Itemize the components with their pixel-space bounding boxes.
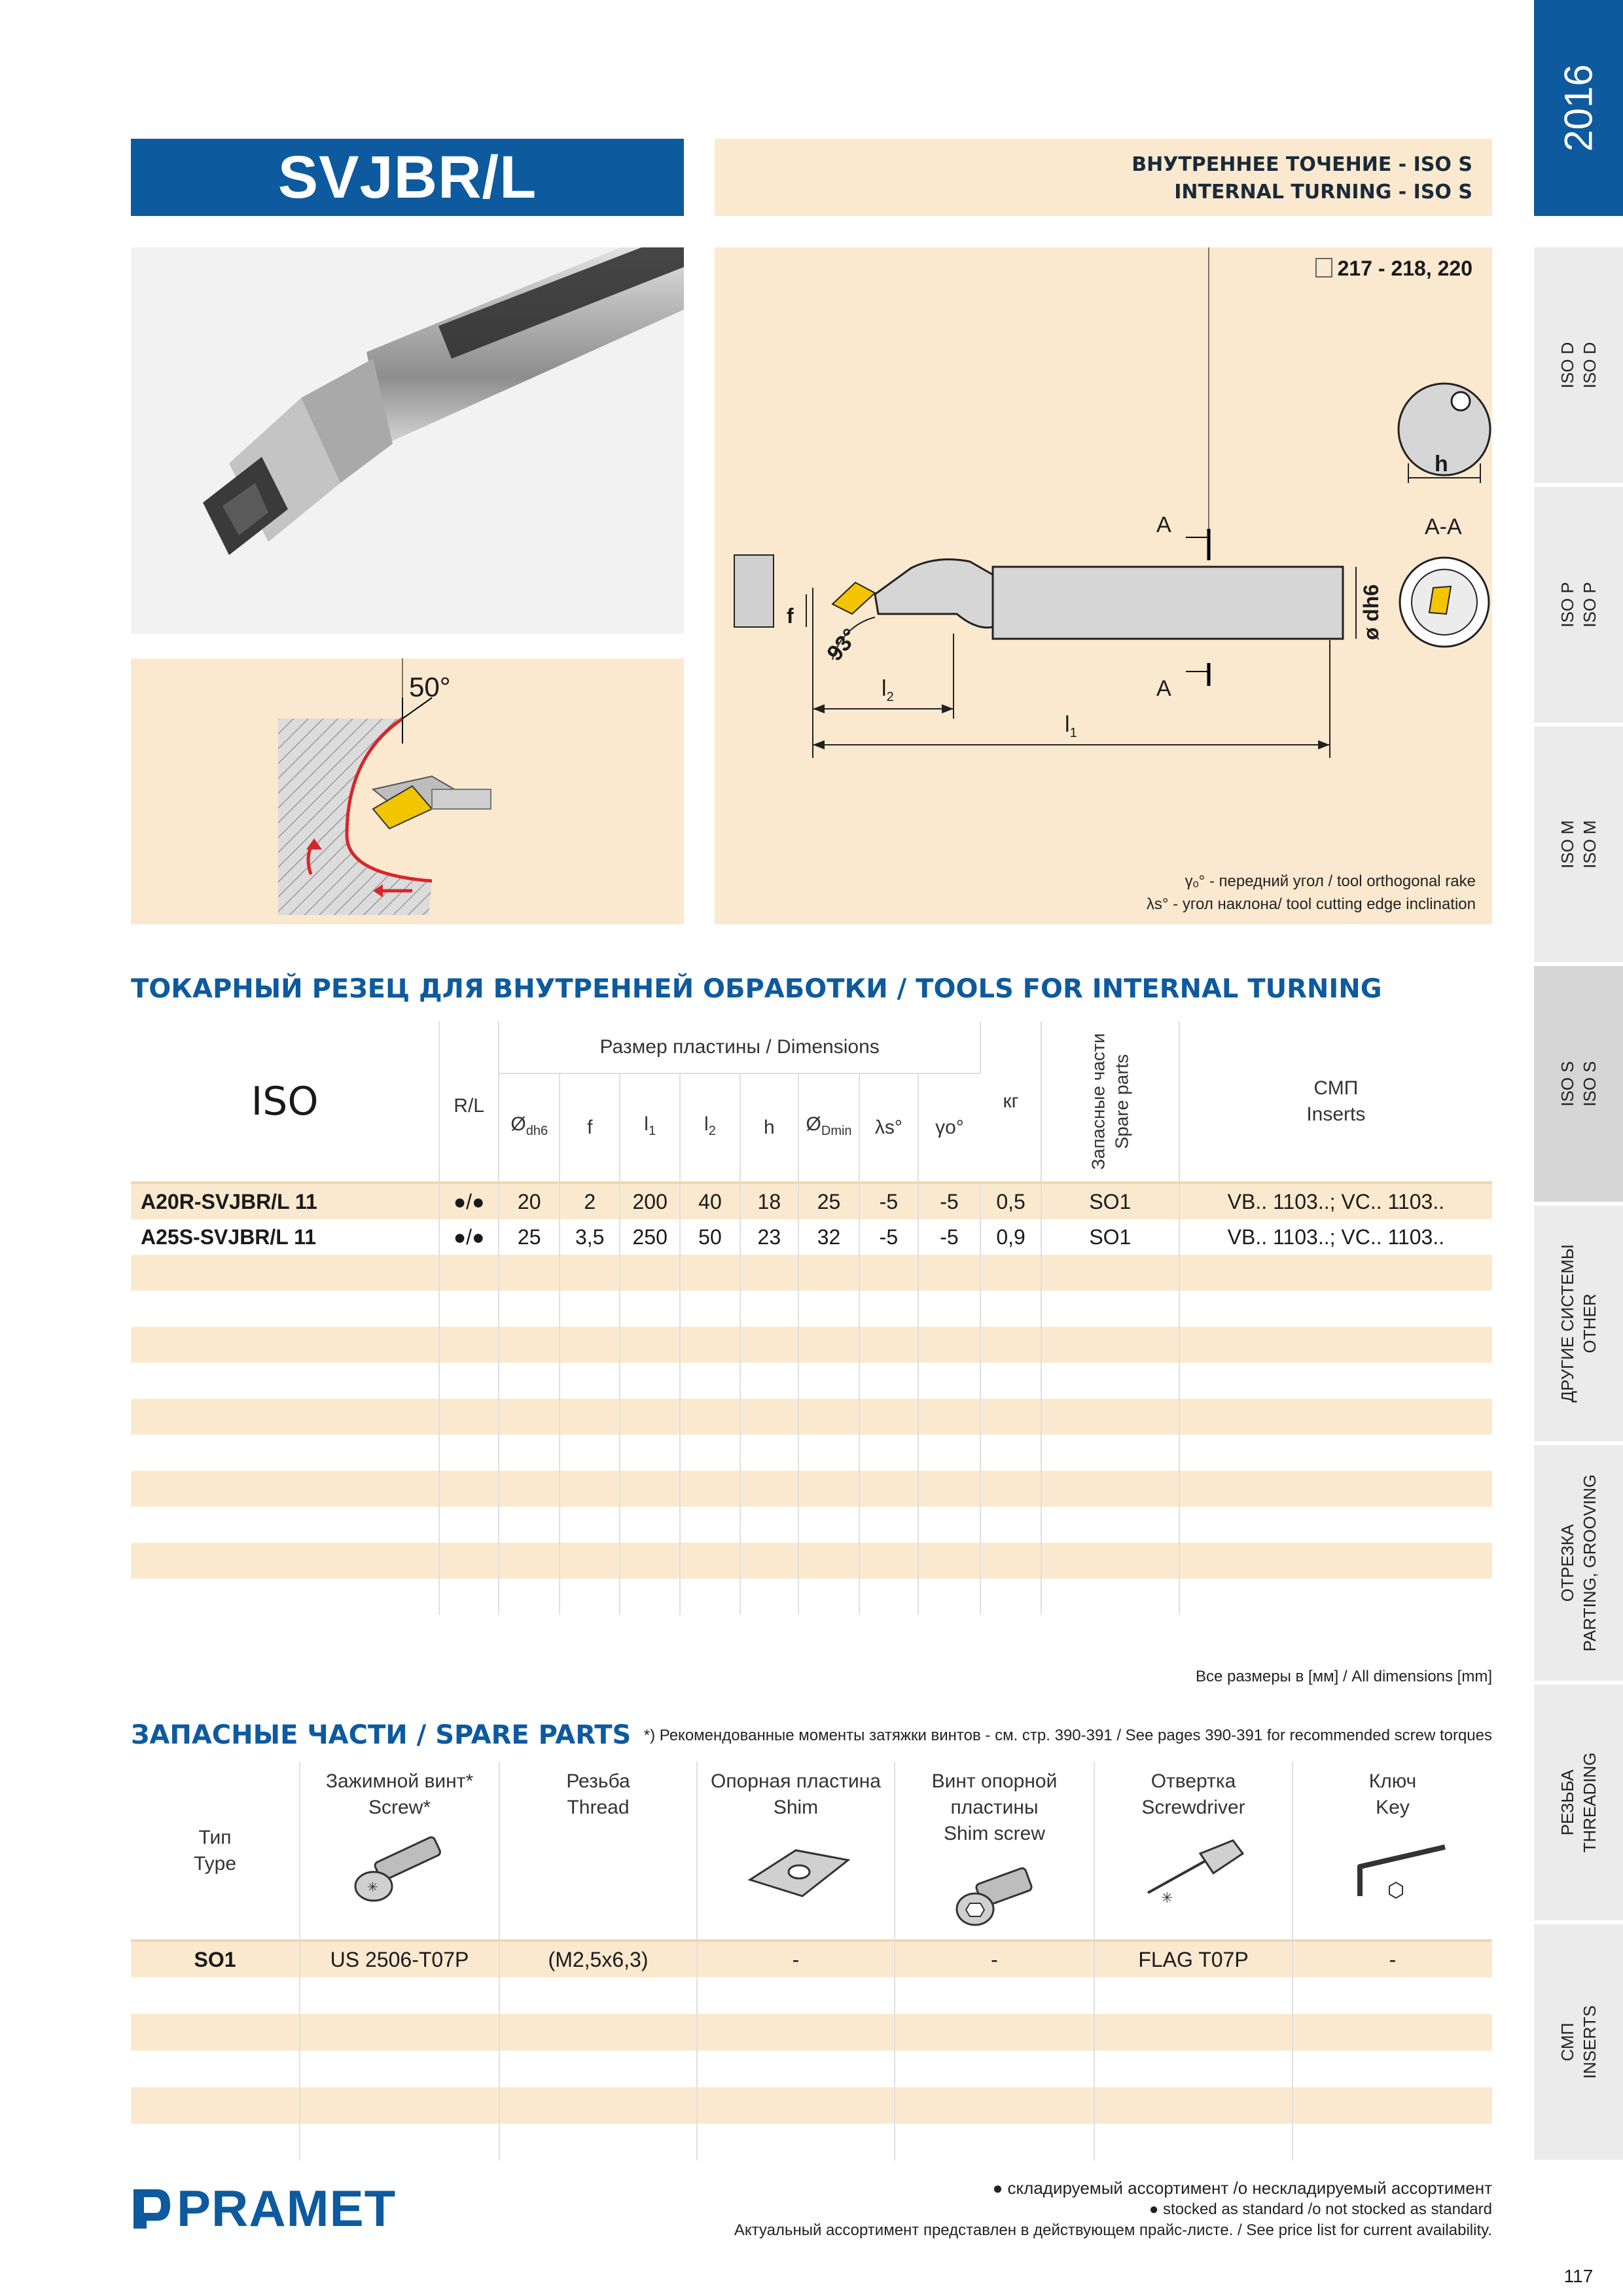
tab-other[interactable] <box>1534 1206 1623 1441</box>
lambda-value: -5 <box>859 1184 918 1219</box>
empty-row <box>131 2014 1492 2051</box>
col-l2-sub: 2 <box>708 1124 716 1138</box>
tab-label: INSERTS <box>1580 2005 1599 2079</box>
col-f: f <box>560 1073 620 1181</box>
gamma-value: -5 <box>918 1219 980 1255</box>
empty-row <box>131 2087 1492 2124</box>
col-h: h <box>740 1073 798 1181</box>
inserts-ru: СМП <box>1313 1077 1359 1099</box>
h-value: 18 <box>740 1184 798 1219</box>
empty-row <box>131 1507 1492 1543</box>
dmin-value: 25 <box>798 1184 859 1219</box>
tab-iso-m[interactable] <box>1534 726 1623 962</box>
cut-angle-label: 50° <box>409 672 451 702</box>
inserts-value: VB.. 1103..; VC.. 1103.. <box>1227 1225 1445 1249</box>
tab-label: СМП <box>1558 2022 1577 2062</box>
svg-text:✳: ✳ <box>366 1880 378 1895</box>
l2-value: 40 <box>680 1184 740 1219</box>
shim-screw-icon <box>949 1860 1041 1932</box>
tab-label: ДРУГИЕ СИСТЕМЫ <box>1558 1244 1577 1403</box>
tab-inserts[interactable] <box>1534 1924 1623 2160</box>
tab-label: ISO M <box>1580 820 1599 869</box>
type-en: Type <box>193 1852 237 1874</box>
empty-row <box>131 1977 1492 2014</box>
shim-en: Shim <box>773 1797 819 1818</box>
spare-value: SO1 <box>1041 1184 1179 1219</box>
weight-value: 0,9 <box>980 1219 1041 1255</box>
iso-header-text: ISO <box>251 1078 319 1124</box>
col-dmin-text: Ø <box>806 1113 821 1135</box>
inserts-en: Inserts <box>1306 1103 1366 1125</box>
iso-code: A25S-SVJBR/L 11 <box>131 1219 439 1255</box>
screwdriver-header <box>1094 1762 1293 1939</box>
l1-label <box>1065 712 1077 741</box>
shim-screw-header <box>895 1762 1094 1939</box>
empty-row <box>131 1291 1492 1327</box>
d-value: 20 <box>499 1184 560 1219</box>
spare-en: Spare parts <box>1111 1054 1132 1149</box>
empty-row <box>131 1399 1492 1435</box>
inserts-header <box>1179 1021 1492 1181</box>
tab-label: ISO S <box>1558 1061 1577 1107</box>
h-value: 23 <box>740 1219 798 1255</box>
page-number: 117 <box>1563 2266 1594 2286</box>
section-a-top: A <box>1156 512 1171 537</box>
spare-parts-header <box>1041 1021 1179 1181</box>
shim-icon <box>737 1834 855 1906</box>
tools-section-title: ТОКАРНЫЙ РЕЗЕЦ ДЛЯ ВНУТРЕННЕЙ ОБРАБОТКИ / TOOLS FOR INTERNAL TURNING <box>131 974 1382 1004</box>
dmin-value: 32 <box>798 1219 859 1255</box>
tab-label: PARTING, GROOVING <box>1580 1474 1599 1652</box>
empty-row <box>131 1543 1492 1579</box>
screwdriver-icon <box>1135 1834 1253 1906</box>
rl-value: ●/● <box>439 1184 499 1219</box>
l2-text: l <box>882 676 887 701</box>
l2-value: 50 <box>680 1219 740 1255</box>
col-l2-text: l <box>704 1113 709 1135</box>
empty-row <box>131 2124 1492 2161</box>
spare-value: SO1 <box>1041 1219 1179 1255</box>
shim-screw-ru: Винт опорной пластины <box>931 1770 1058 1818</box>
shim-screw-value: - <box>895 1942 1094 1977</box>
l1-value: 200 <box>620 1184 680 1219</box>
shim-header <box>697 1762 895 1939</box>
tab-threading[interactable] <box>1534 1685 1623 1920</box>
f-value: 3,5 <box>560 1219 620 1255</box>
diameter-label: ø dh6 <box>1359 584 1383 640</box>
inclination-legend: λs° - угол наклона/ tool cutting edge inclination <box>1146 895 1476 913</box>
f-label: f <box>787 604 794 628</box>
col-d <box>499 1073 560 1181</box>
key-en: Key <box>1376 1797 1410 1818</box>
section-a-bottom: A <box>1156 676 1171 701</box>
empty-row <box>131 2051 1492 2087</box>
empty-row <box>131 1435 1492 1471</box>
tab-label: THREADING <box>1580 1752 1599 1853</box>
thread-value: (M2,5x6,3) <box>499 1942 697 1977</box>
hex-key-icon <box>1334 1834 1452 1906</box>
screw-ru: Зажимной винт* <box>325 1770 474 1792</box>
category-en: INTERNAL TURNING - ISO S <box>1174 181 1472 204</box>
spare-section-title: ЗАПАСНЫЕ ЧАСТИ / SPARE PARTS <box>131 1720 632 1750</box>
category-ru: ВНУТРЕННЕЕ ТОЧЕНИЕ - ISO S <box>1132 153 1472 176</box>
tool-photo <box>131 247 684 634</box>
year-label: 2016 <box>1556 64 1601 152</box>
tab-parting[interactable] <box>1534 1445 1623 1681</box>
tab-label: OTHER <box>1580 1293 1599 1354</box>
col-gamma: γo° <box>935 1117 964 1138</box>
thread-header <box>499 1762 697 1939</box>
thread-ru: Резьба <box>566 1770 630 1792</box>
rake-legend: γₒ° - передний угол / tool orthogonal rake <box>1185 872 1476 890</box>
section-aa-label: A-A <box>1425 514 1462 539</box>
page-ref-text: 217 - 218, 220 <box>1337 257 1472 280</box>
tab-label: ISO P <box>1580 582 1599 628</box>
col-l1-text: l <box>644 1113 649 1135</box>
tab-label: ISO D <box>1580 342 1599 389</box>
screwdriver-en: Screwdriver <box>1141 1797 1245 1818</box>
product-code-banner <box>131 139 684 216</box>
col-d-text: Ø <box>510 1113 526 1135</box>
type-ru: Тип <box>198 1826 232 1848</box>
svg-text:✳: ✳ <box>1160 1890 1173 1906</box>
col-lambda: λs° <box>859 1073 918 1181</box>
tools-table <box>131 1021 1492 1615</box>
col-dmin-sub: Dmin <box>821 1124 852 1138</box>
l1-text: l <box>1065 712 1070 737</box>
spare-table <box>131 1762 1492 2161</box>
screw-icon <box>348 1834 452 1906</box>
tab-iso-s[interactable] <box>1534 966 1623 1202</box>
l1-value: 250 <box>620 1219 680 1255</box>
inserts-value: VB.. 1103..; VC.. 1103.. <box>1227 1189 1445 1213</box>
screwdriver-ru: Отвертка <box>1150 1770 1236 1792</box>
dimensions-header: Размер пластины / Dimensions <box>499 1021 980 1073</box>
col-l1 <box>620 1073 680 1181</box>
technical-drawing <box>715 247 1492 924</box>
tab-iso-p[interactable] <box>1534 487 1623 723</box>
col-dmin <box>798 1073 859 1181</box>
type-header <box>131 1762 300 1939</box>
empty-row <box>131 1471 1492 1507</box>
brand-name: PRAMET <box>177 2179 397 2237</box>
empty-row <box>131 1363 1492 1399</box>
category-banner <box>715 139 1492 216</box>
table-row <box>131 1184 1492 1219</box>
cutting-scheme <box>131 658 684 924</box>
key-ru: Ключ <box>1368 1770 1417 1792</box>
col-l2 <box>680 1073 740 1181</box>
stock-legend-ru: ● складируемый ассортимент /o нескладируемый ассортимент <box>992 2178 1492 2198</box>
key-header <box>1293 1762 1492 1939</box>
tab-iso-d[interactable] <box>1534 247 1623 483</box>
iso-code: A20R-SVJBR/L 11 <box>131 1184 439 1219</box>
weight-value: 0,5 <box>980 1184 1041 1219</box>
tab-label: ISO M <box>1558 820 1577 869</box>
table-row <box>131 1942 1492 1977</box>
l2-label <box>882 676 894 705</box>
weight-header: кг <box>980 1021 1041 1181</box>
torque-note: *) Рекомендованные моменты затяжки винтов - см. стр. 390-391 / See pages 390-391 for recommended screw torques <box>643 1727 1492 1744</box>
d-value: 25 <box>499 1219 560 1255</box>
product-code: SVJBR/L <box>277 143 537 211</box>
empty-row <box>131 1579 1492 1615</box>
price-note: Актуальный ассортимент представлен в действующем прайс-листе. / See price list for current availability. <box>734 2221 1492 2239</box>
angle-label: 93° <box>822 624 863 666</box>
table-row <box>131 1219 1492 1255</box>
iso-header <box>131 1021 439 1181</box>
empty-row <box>131 1255 1492 1291</box>
screw-value: US 2506-T07P <box>300 1942 499 1977</box>
shim-ru: Опорная пластина <box>711 1770 881 1792</box>
tab-label: ISO D <box>1558 342 1577 389</box>
screwdriver-value: FLAG T07P <box>1094 1942 1293 1977</box>
key-value: - <box>1389 1947 1397 1971</box>
f-value: 2 <box>560 1184 620 1219</box>
tab-label: ОТРЕЗКА <box>1558 1524 1577 1602</box>
l1-sub: 1 <box>1069 725 1077 740</box>
tab-label: ISO S <box>1580 1061 1599 1107</box>
h-label: h <box>1435 452 1448 476</box>
empty-row <box>131 1327 1492 1363</box>
shim-screw-en: Shim screw <box>943 1823 1046 1844</box>
gamma-value: -5 <box>918 1184 980 1219</box>
col-l1-sub: 1 <box>648 1124 656 1138</box>
thread-en: Thread <box>567 1797 630 1818</box>
stock-legend-en: ● stocked as standard /o not stocked as standard <box>1149 2200 1492 2218</box>
screw-header <box>300 1762 499 1939</box>
pramet-mark-icon <box>131 2185 173 2231</box>
rl-value: ●/● <box>439 1219 499 1255</box>
type-value: SO1 <box>131 1942 300 1977</box>
tab-label: РЕЗЬБА <box>1558 1769 1577 1836</box>
dimensions-note: Все размеры в [мм] / All dimensions [mm] <box>1195 1668 1492 1685</box>
lambda-value: -5 <box>859 1219 918 1255</box>
col-d-sub: dh6 <box>526 1124 548 1138</box>
l2-sub: 2 <box>886 689 894 704</box>
shim-value: - <box>697 1942 895 1977</box>
pramet-logo <box>131 2179 397 2237</box>
rl-header: R/L <box>439 1021 499 1181</box>
spare-ru: Запасные части <box>1088 1033 1109 1170</box>
screw-en: Screw* <box>368 1797 431 1818</box>
year-tab <box>1534 0 1623 216</box>
tab-label: ISO P <box>1558 582 1577 628</box>
